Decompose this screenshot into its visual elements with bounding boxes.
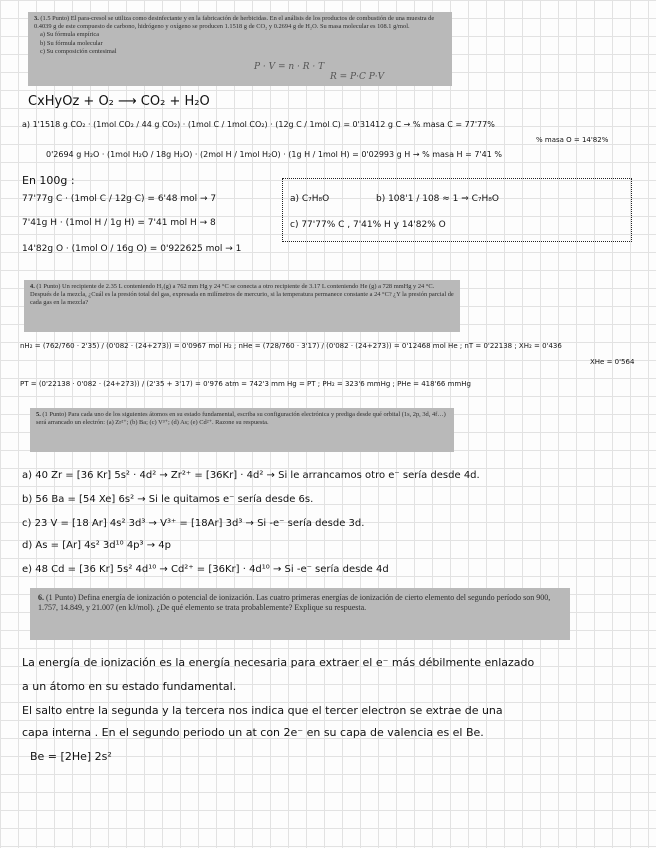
answer-5d: d) As = [Ar] 4s² 3d¹⁰ 4p³ → 4p <box>22 540 171 551</box>
answer-5a: a) 40 Zr = [36 Kr] 5s² · 4d² → Zr²⁺ = [36Kr] · 4d² → Si le arrancamos otro e⁻ sería desde 4d. <box>22 470 480 481</box>
question-5-block <box>30 408 454 452</box>
scribble-ideal-gas: P · V = n · R · T <box>254 62 325 72</box>
hydrogen-mass-line: 0'2694 g H₂O · (1mol H₂O / 18g H₂O) · (2mol H / 1mol H₂O) · (1g H / 1mol H) = 0'02993 g H → % masa H = 7'41 % <box>46 150 502 159</box>
answer-5e: e) 48 Cd = [36 Kr] 5s² 4d¹⁰ → Cd²⁺ = [36Kr] · 4d¹⁰ → Si -e⁻ sería desde 4d <box>22 564 389 575</box>
scribble-formula: R = P·C P·V <box>330 72 385 82</box>
oxygen-moles-line: 14'82g O · (1mol O / 16g O) = 0'922625 mol → 1 <box>22 244 242 254</box>
answer-6-line-3: El salto entre la segunda y la tercera nos indica que el tercer electron se extrae de una <box>22 704 503 717</box>
carbon-moles-line: 77'77g C · (1mol C / 12g C) = 6'48 mol → 7 <box>22 194 217 204</box>
question-3-block <box>28 12 452 86</box>
per-100g-label: En 100g : <box>22 174 75 187</box>
question-5-text: (1 Punto) Para cada uno de los siguientes átomos en su estado fundamental, escriba su configuración electrónica y prediga desde qué orbital (1s, 2p, 3d, 4f…) será arrancado un electrón: (a) Zr²⁺; (b) Ba; (c) V³⁺; (d) As; (e) Cd²⁺. Razone su respuesta. <box>36 411 446 427</box>
answer-5b: b) 56 Ba = [54 Xe] 6s² → Si le quitamos e⁻ sería desde 6s. <box>22 494 314 505</box>
question-6-number: 6. <box>38 593 44 602</box>
oxygen-mass-percent: % masa O = 14'82% <box>536 136 609 144</box>
question-3-option-b: b) Su fórmula molecular <box>40 39 103 47</box>
hydrogen-moles-line: 7'41g H · (1mol H / 1g H) = 7'41 mol H → 8 <box>22 218 216 228</box>
question-4-number: 4. <box>30 283 35 290</box>
question-3-text: (1.5 Punto) El para-cresol se utiliza como desinfectante y en la fabricación de herbicidas. En el análisis de los productos de combustión de una muestra de 0.4039 g de este compuesto de carbono, hidrógeno y oxígeno se producen 1.1518 g de CO₂ y 0.2694 g de H₂O. Su masa molecular es 108.1 g/mol. <box>34 15 435 31</box>
question-6-block <box>30 588 570 640</box>
question-4-block <box>24 280 460 332</box>
moles-hydrogen-helium-line: nH₂ = (762/760 · 2'35) / (0'082 · (24+273)) = 0'0967 mol H₂ ; nHe = (728/760 · 3'17) / (0'082 · (24+273)) = 0'12468 mol He ; nT = 0'22138 ; XH₂ = 0'436 <box>20 342 562 350</box>
answer-6-line-1: La energía de ionización es la energía necesaria para extraer el e⁻ más débilmente enlazado <box>22 656 535 669</box>
results-box <box>282 178 632 242</box>
question-4-text: (1 Punto) Un recipiente de 2.35 L conteniendo H₂(g) a 762 mm Hg y 24 °C se conecta a otro recipiente de 3.17 L conteniendo He (g) a 728 mmHg y 24 °C. Después de la mezcla, ¿Cuál es la presión total del gas, expresada en milímetros de mercurio, si la temperatura permanece constante a 24 °C? ¿Y la presión parcial de cada gas en la mezcla? <box>30 283 454 307</box>
question-6-text: (1 Punto) Defina energía de ionización o potencial de ionización. Las cuatro primeras energías de ionización de cierto elemento del segundo período son 900, 1.757, 14.849, y 21.007 (en kJ/mol). ¿De qué elemento se trata probablemente? Explique su respuesta. <box>38 593 551 612</box>
total-pressure-line: PT = (0'22138 · 0'082 · (24+273)) / (2'35 + 3'17) = 0'976 atm = 742'3 mm Hg = PT ; PH₂ = 323'6 mmHg ; PHe = 418'66 mmHg <box>20 380 471 388</box>
question-3-number: 3. <box>34 15 39 22</box>
answer-empirical-formula: a) C₇H₈O <box>290 194 330 204</box>
question-5-number: 5. <box>36 411 41 418</box>
carbon-mass-line: a) 1'1518 g CO₂ · (1mol CO₂ / 44 g CO₂) · (1mol C / 1mol CO₂) · (12g C / 1mol C) = 0'31412 g C → % masa C = 77'77% <box>22 120 495 129</box>
answer-6-line-4: capa interna . En el segundo periodo un at con 2e⁻ en su capa de valencia es el Be. <box>22 726 484 739</box>
answer-6-line-5: Be = [2He] 2s² <box>30 750 112 763</box>
answer-percent-composition: c) 77'77% C , 7'41% H y 14'82% O <box>290 220 446 230</box>
answer-5c: c) 23 V = [18 Ar] 4s² 3d³ → V³⁺ = [18Ar] 3d³ → Si -e⁻ sería desde 3d. <box>22 518 365 529</box>
answer-6-line-2: a un átomo en su estado fundamental. <box>22 680 237 693</box>
combustion-reaction: CxHyOz + O₂ ⟶ CO₂ + H₂O <box>28 94 210 109</box>
question-3-option-a: a) Su fórmula empírica <box>40 31 100 39</box>
helium-mole-fraction: XHe = 0'564 <box>590 358 635 366</box>
question-3-option-c: c) Su composición centesimal <box>40 47 117 55</box>
answer-molecular-formula: b) 108'1 / 108 ≈ 1 ⇒ C₇H₈O <box>376 194 499 204</box>
